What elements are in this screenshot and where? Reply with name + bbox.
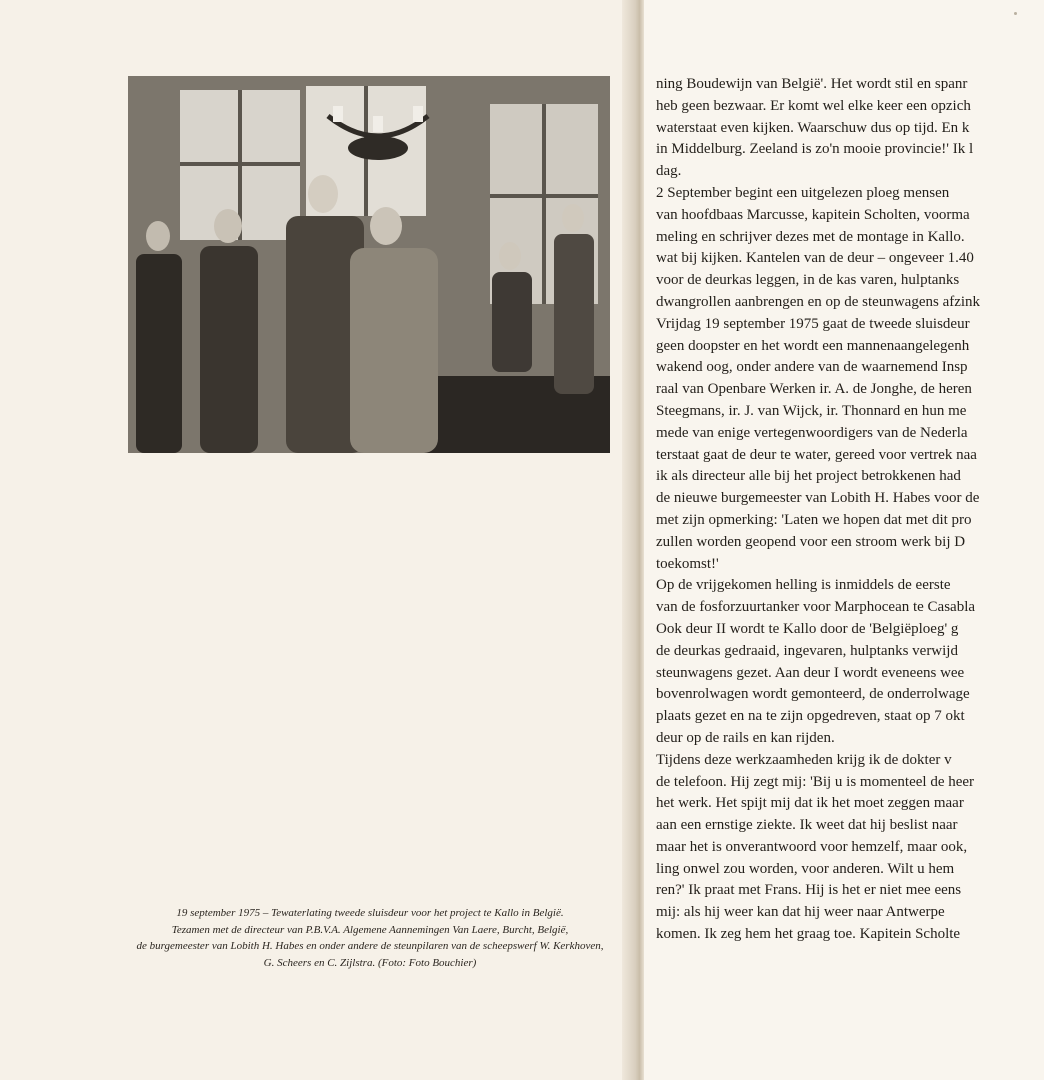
text-line: voor de deurkas leggen, in de kas varen, hulptanks [656, 272, 960, 289]
text-line: de nieuwe burgemeester van Lobith H. Habes voor de [656, 490, 980, 507]
archive-photo [128, 76, 610, 453]
text-line: dag. [656, 163, 682, 180]
text-line: plaats gezet en na te zijn opgedreven, staat op 7 okt [656, 708, 965, 725]
text-line: de deurkas gedraaid, ingevaren, hulptanks verwijd [656, 642, 958, 659]
text-line: ling onwel zou worden, voor anderen. Wilt u hem [656, 860, 955, 877]
caption-line: de burgemeester van Lobith H. Habes en onder andere de steunpilaren van de scheepswerf W. Kerkhoven, [136, 940, 604, 952]
text-line: Steegmans, ir. J. van Wijck, ir. Thonnard en hun me [656, 402, 967, 419]
text-line: van de fosforzuurtanker voor Marphocean te Casabla [656, 599, 976, 616]
text-line: in Middelburg. Zeeland is zo'n mooie provincie!' Ik l [656, 141, 974, 158]
photo-caption [128, 905, 612, 971]
text-line: Op de vrijgekomen helling is inmiddels de eerste [656, 577, 951, 594]
text-line: Ook deur II wordt te Kallo door de 'Belgiëploeg' g [656, 620, 959, 637]
text-line: de telefoon. Hij zegt mij: 'Bij u is momenteel de heer [656, 773, 975, 790]
text-line: maar het is onverantwoord voor hemzelf, maar ook, [656, 838, 968, 855]
text-line: terstaat gaat de deur te water, gereed voor vertrek naa [656, 446, 977, 463]
text-line: geen doopster en het wordt een mannenaangelegenh [656, 337, 970, 354]
text-line: het werk. Het spijt mij dat ik het moet zeggen maar [656, 795, 964, 812]
text-line: dwangrollen aanbrengen en op de steunwagens afzink [656, 293, 981, 310]
text-line: bovenrolwagen wordt gemonteerd, de onderrolwage [656, 686, 970, 703]
text-line: ik als directeur alle bij het project betrokkenen had [656, 468, 961, 485]
text-line: Tijdens deze werkzaamheden krijg ik de dokter v [656, 751, 952, 768]
caption-line: Tezamen met de directeur van P.B.V.A. Algemene Aannemingen Van Laere, Burcht, België, [171, 923, 569, 936]
text-line: heb geen bezwaar. Er komt wel elke keer een opzich [656, 97, 971, 114]
text-line: meling en schrijver dezes met de montage in Kallo. [656, 228, 965, 245]
text-line: 2 September begint een uitgelezen ploeg mensen [656, 184, 950, 201]
body-text [656, 74, 1044, 946]
text-line: ren?' Ik praat met Frans. Hij is het er niet mee eens [656, 882, 962, 899]
text-line: toekomst!' [656, 555, 719, 572]
text-line: wat bij kijken. Kantelen van de deur – ongeveer 1.40 [656, 250, 974, 267]
text-line: aan een ernstige ziekte. Ik weet dat hij beslist naar [656, 817, 958, 834]
caption-line: G. Scheers en C. Zijlstra. (Foto: Foto Bouchier) [263, 956, 477, 969]
right-page-clip [640, 0, 1044, 1080]
text-line: wakend oog, onder andere van de waarnemend Insp [656, 359, 968, 376]
text-line: mij: als hij weer kan dat hij weer naar Antwerpe [656, 904, 945, 921]
photo-icon [128, 76, 610, 453]
text-line: van hoofdbaas Marcusse, kapitein Scholten, voorma [656, 206, 970, 223]
text-line: met zijn opmerking: 'Laten we hopen dat met dit pro [656, 511, 972, 528]
text-line: Vrijdag 19 september 1975 gaat de tweede sluisdeur [656, 315, 970, 332]
text-line: raal van Openbare Werken ir. A. de Jonghe, de heren [656, 381, 972, 398]
text-line: deur op de rails en kan rijden. [656, 729, 835, 746]
text-line: waterstaat even kijken. Waarschuw dus op tijd. En k [656, 119, 970, 136]
text-line: komen. Ik zeg hem het graag toe. Kapitein Scholte [656, 926, 961, 943]
text-line: mede van enige vertegenwoordigers van de Nederla [656, 424, 968, 441]
text-line: zullen worden geopend voor een stroom werk bij D [656, 533, 966, 550]
caption-line: 19 september 1975 – Tewaterlating tweede sluisdeur voor het project te Kallo in België. [176, 907, 564, 919]
text-line: ning Boudewijn van België'. Het wordt stil en spanr [656, 76, 968, 92]
text-line: steunwagens gezet. Aan deur I wordt eveneens wee [656, 664, 965, 681]
